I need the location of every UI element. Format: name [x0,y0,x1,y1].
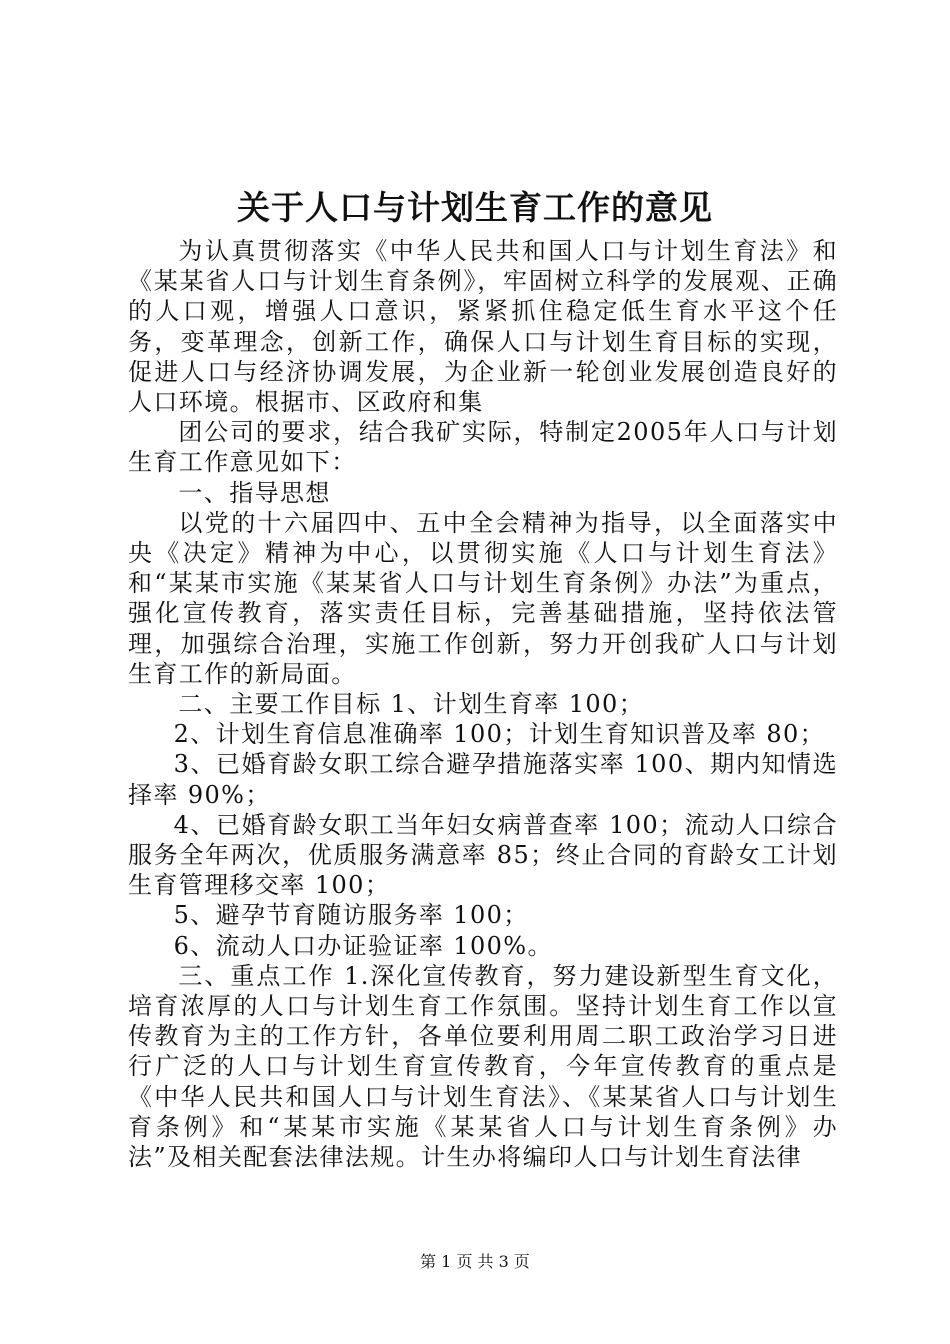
paragraph-guiding-thought: 以党的十六届四中、五中全会精神为指导，以全面落实中央《决定》精神为中心，以贯彻实施《人口与计划生育法》和“某某市实施《某某省人口与计划生育条例》办法”为重点，强化宣传教育，落实责任目标，完善基础措施，坚持依法管理，加强综合治理，实施工作创新，努力开创我矿人口与计划生育工作的新局面。 [128,508,838,688]
section-heading-main-goals: 二、主要工作目标 1、计划生育率 100； [178,690,645,719]
section-heading-guiding-thought: 一、指导思想 [178,478,331,507]
section-key-work: 三、重点工作 1.深化宣传教育，努力建设新型生育文化，培育浓厚的人口与计划生育工作氛围。坚持计划生育工作以宣传教育为主的工作方针，各单位要利用周二职工政治学习日进行广泛的人口与计划生育宣传教育，今年宣传教育的重点是《中华人民共和国人口与计划生育法》、《某某省人口与计划生育条例》和“某某市实施《某某省人口与计划生育条例》办法”及相关配套法律法规。计生办将编印人口与计划生育法律 [128,961,838,1172]
goal-item-3: 3、已婚育龄女职工综合避孕措施落实率 100、期内知情选择率 90%； [128,750,838,809]
document-body [128,236,838,1172]
paragraph-intro: 为认真贯彻落实《中华人民共和国人口与计划生育法》和《某某省人口与计划生育条例》，牢固树立科学的发展观、正确的人口观，增强人口意识，紧紧抓住稳定低生育水平这个任务，变革理念，创新工作，确保人口与计划生育目标的实现，促进人口与经济协调发展，为企业新一轮创业发展创造良好的人口环境。根据市、区政府和集 [128,237,838,417]
goal-item-5: 5、避孕节育随访服务率 100； [173,901,529,930]
goal-item-2: 2、计划生育信息准确率 100；计划生育知识普及率 80； [173,720,826,749]
goal-item-4: 4、已婚育龄女职工当年妇女病普查率 100；流动人口综合服务全年两次，优质服务满意率 85；终止合同的育龄女工计划生育管理移交率 100； [128,810,838,900]
page-footer: 第 1 页 共 3 页 [420,1252,530,1271]
paragraph-intro-continued: 团公司的要求，结合我矿实际，特制定2005年人口与计划生育工作意见如下： [128,418,838,477]
goal-item-6: 6、流动人口办证验证率 100%。 [173,931,553,960]
document-title: 关于人口与计划生育工作的意见 [237,188,713,227]
